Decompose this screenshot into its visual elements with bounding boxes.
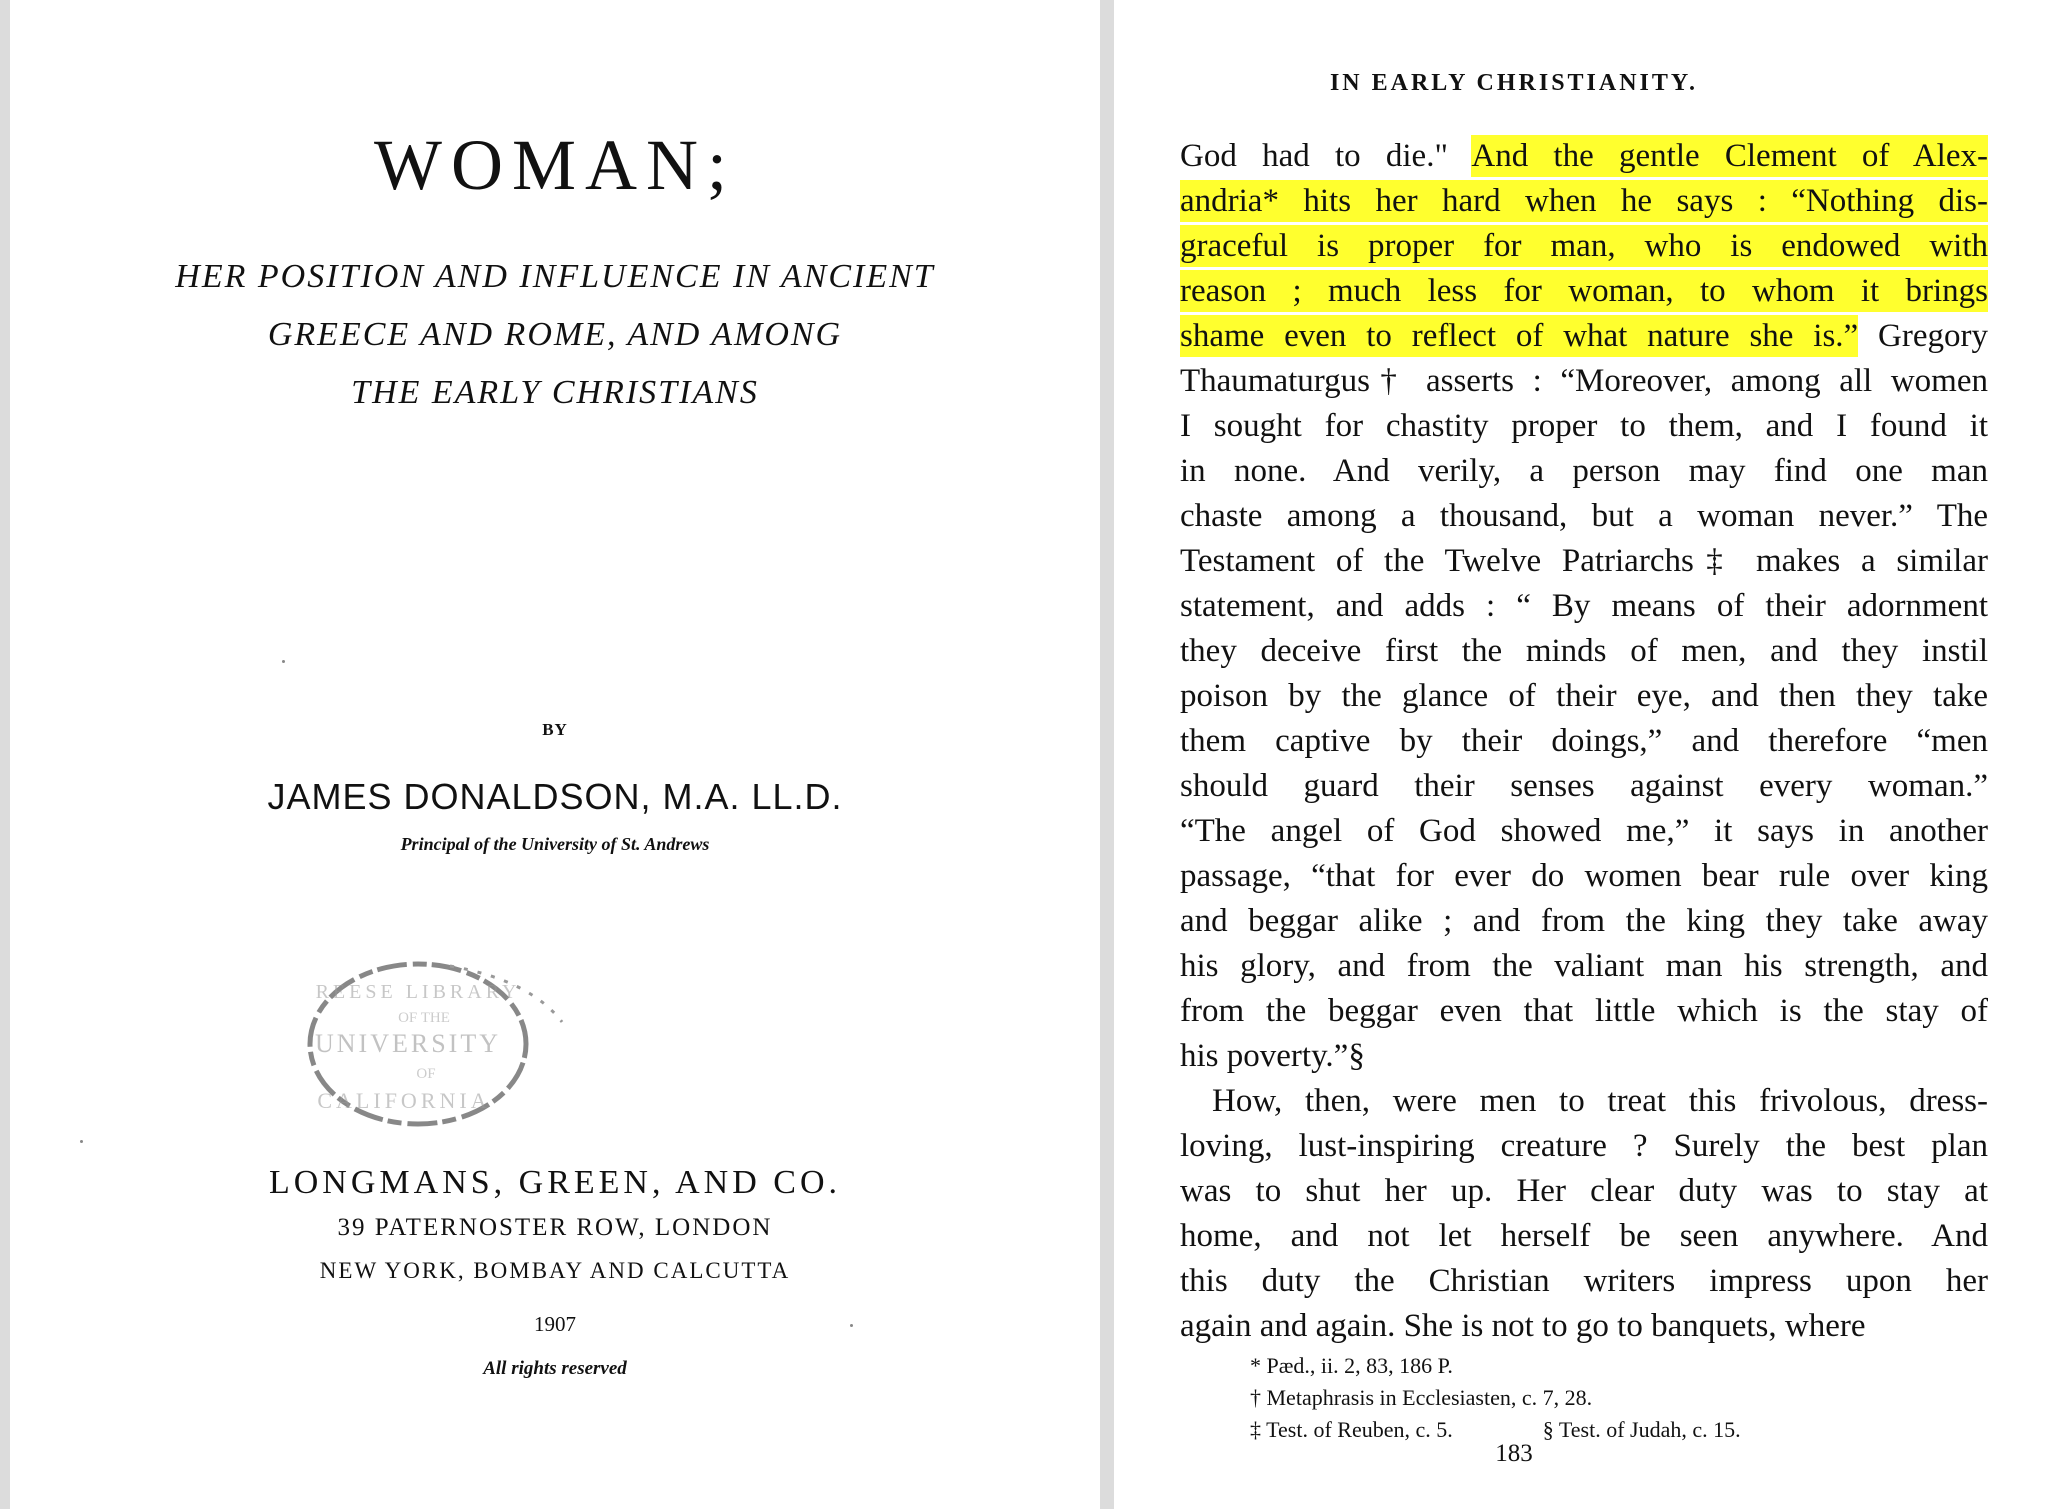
highlighted-text: andria* hits her hard when he says : “Nothing dis- — [1180, 180, 1988, 222]
text-line — [1180, 1304, 1988, 1349]
running-head: IN EARLY CHRISTIANITY. — [1329, 70, 1699, 96]
body-text — [1180, 134, 1988, 1349]
text-line — [1180, 134, 1988, 179]
subtitle-line-3: THE EARLY CHRISTIANS — [351, 374, 759, 411]
text-line — [1180, 1169, 1988, 1214]
book-title: WOMAN; — [374, 125, 736, 205]
library-stamp — [300, 940, 580, 1140]
text-line — [1180, 1124, 1988, 1169]
text-line — [1180, 764, 1988, 809]
scan-speck — [282, 660, 285, 663]
footnote-2: † Metaphrasis in Ecclesiasten, c. 7, 28. — [1250, 1385, 1593, 1410]
stamp-line-3: UNIVERSITY — [315, 1029, 501, 1058]
text-line — [1180, 584, 1988, 629]
text-line — [1180, 719, 1988, 764]
text-line — [1180, 989, 1988, 1034]
author-name: JAMES DONALDSON, M.A. LL.D. — [267, 776, 843, 817]
text-segment: them captive by their doings,” and therefore “men — [1180, 723, 1988, 759]
text-segment: God had to die." — [1180, 138, 1472, 174]
text-line — [1180, 674, 1988, 719]
text-segment: Testament of the Twelve Patriarchs‡ makes a similar — [1180, 543, 1988, 579]
page-number: 183 — [1495, 1440, 1533, 1467]
text-segment: Gregory — [1858, 318, 1988, 354]
text-segment: Thaumaturgus† asserts : “Moreover, among all women — [1180, 363, 1988, 399]
text-segment: and beggar alike ; and from the king they take away — [1180, 903, 1988, 939]
author-affiliation: Principal of the University of St. Andrews — [400, 834, 710, 854]
text-segment: home, and not let herself be seen anywhere. And — [1180, 1218, 1988, 1254]
text-segment: How, then, were men to treat this frivolous, dress- — [1212, 1083, 1988, 1119]
scan-speck — [850, 1324, 853, 1327]
highlighted-text: reason ; much less for woman, to whom it brings — [1180, 270, 1988, 312]
text-line — [1180, 944, 1988, 989]
highlighted-text: graceful is proper for man, who is endowed with — [1180, 225, 1988, 267]
text-line — [1180, 314, 1988, 359]
footnote-4: § Test. of Judah, c. 15. — [1542, 1417, 1741, 1442]
footnote-1: * Pæd., ii. 2, 83, 186 P. — [1250, 1353, 1453, 1378]
text-line — [1180, 854, 1988, 899]
text-line — [1180, 1214, 1988, 1259]
text-line — [1180, 449, 1988, 494]
text-page — [1114, 0, 2048, 1509]
text-segment: statement, and adds : “ By means of their adornment — [1180, 588, 1988, 624]
text-segment: in none. And verily, a person may find one man — [1180, 453, 1988, 489]
text-line — [1180, 539, 1988, 584]
text-line — [1180, 494, 1988, 539]
text-segment: passage, “that for ever do women bear rule over king — [1180, 858, 1988, 894]
text-segment: they deceive first the minds of men, and they instil — [1180, 633, 1988, 669]
scan-speck — [80, 1140, 83, 1143]
text-line — [1180, 1079, 1988, 1124]
publisher-name: LONGMANS, GREEN, AND CO. — [268, 1164, 842, 1201]
highlighted-text: shame even to reflect of what nature she is.” — [1180, 315, 1858, 357]
text-line — [1180, 359, 1988, 404]
text-line — [1180, 1259, 1988, 1304]
text-segment: was to shut her up. Her clear duty was to stay at — [1180, 1173, 1988, 1209]
text-segment: his poverty.”§ — [1180, 1038, 1365, 1074]
text-segment: again and again. She is not to go to banquets, where — [1180, 1308, 1866, 1344]
text-line — [1180, 629, 1988, 674]
text-segment: poison by the glance of their eye, and then they take — [1180, 678, 1988, 714]
text-line — [1180, 224, 1988, 269]
text-line — [1180, 899, 1988, 944]
text-line — [1180, 809, 1988, 854]
text-segment: I sought for chastity proper to them, and I found it — [1180, 408, 1988, 444]
text-segment: loving, lust-inspiring creature ? Surely the best plan — [1180, 1128, 1988, 1164]
subtitle-line-1: HER POSITION AND INFLUENCE IN ANCIENT — [175, 258, 935, 295]
text-segment: his glory, and from the valiant man his strength, and — [1180, 948, 1988, 984]
text-line — [1180, 269, 1988, 314]
text-line — [1180, 404, 1988, 449]
publication-year: 1907 — [534, 1312, 576, 1336]
publisher-address-other: NEW YORK, BOMBAY AND CALCUTTA — [319, 1258, 791, 1283]
footnote-3: ‡ Test. of Reuben, c. 5. — [1250, 1417, 1453, 1442]
stamp-line-5: CALIFORNIA — [317, 1088, 491, 1113]
footnotes — [1250, 1350, 1741, 1446]
text-segment: “The angel of God showed me,” it says in another — [1180, 813, 1988, 849]
subtitle-line-2: GREECE AND ROME, AND AMONG — [267, 316, 843, 353]
text-segment: from the beggar even that little which is the stay of — [1180, 993, 1988, 1029]
stamp-line-4: OF — [416, 1066, 436, 1082]
text-segment: chaste among a thousand, but a woman never.” The — [1180, 498, 1988, 534]
title-page — [10, 0, 1100, 1509]
text-line — [1180, 1034, 1988, 1079]
rights-notice: All rights reserved — [483, 1358, 627, 1379]
text-segment: should guard their senses against every woman.” — [1180, 768, 1988, 804]
text-line — [1180, 179, 1988, 224]
by-label: BY — [542, 720, 568, 739]
text-segment: this duty the Christian writers impress upon her — [1180, 1263, 1988, 1299]
highlighted-text: And the gentle Clement of Alex- — [1471, 135, 1988, 177]
stamp-line-1: REESE LIBRARY — [315, 981, 521, 1003]
publisher-address-london: 39 PATERNOSTER ROW, LONDON — [337, 1214, 773, 1241]
stamp-line-2: OF THE — [398, 1010, 450, 1026]
